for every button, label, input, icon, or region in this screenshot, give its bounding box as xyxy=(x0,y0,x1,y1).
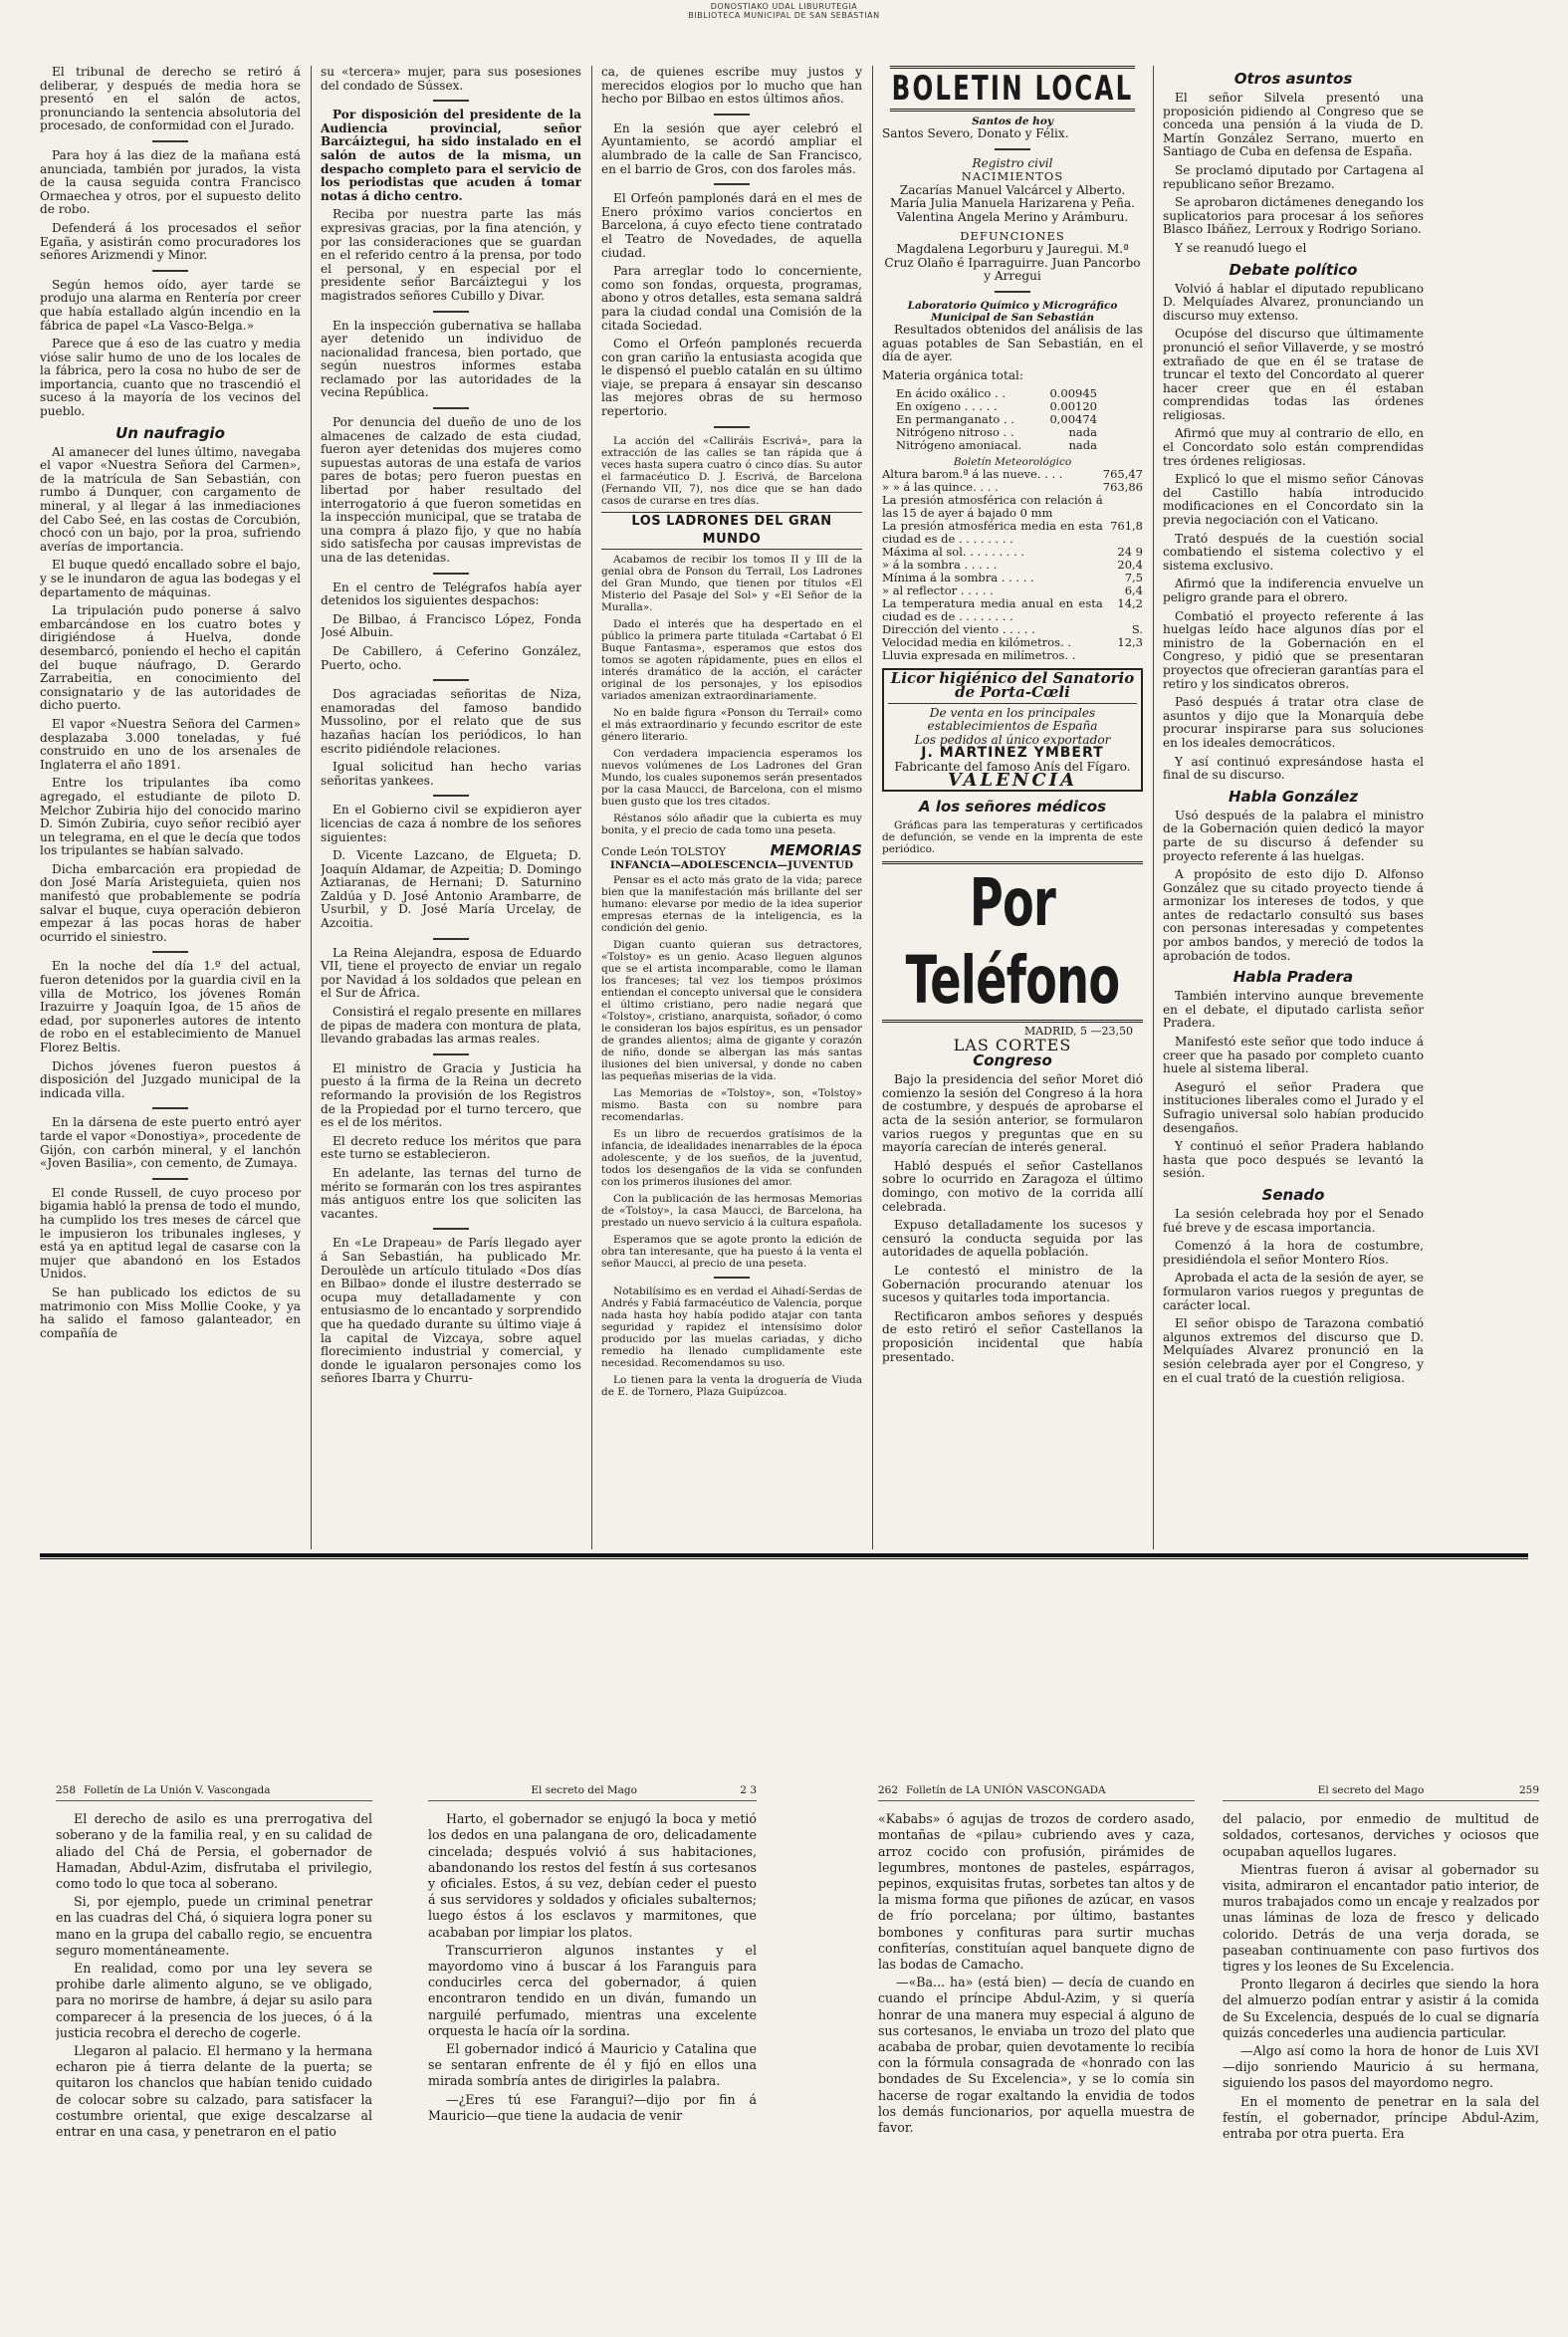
paragraph: La sesión celebrada hoy por el Senado fué breve y de escasa importancia. xyxy=(1163,1206,1424,1235)
paragraph: Dichos jóvenes fueron puestos á disposición del Juzgado municipal de la indicada villa. xyxy=(40,1058,301,1100)
paragraph: Explicó lo que el mismo señor Cánovas del Castillo había introducido modificaciones en el Concordato sin la previa negociación con el Vaticano. xyxy=(1163,472,1424,528)
separator xyxy=(714,114,750,116)
paragraph: La acción del «Calliráis Escrivá», para la extracción de las calles se tan rápida que á veces hasta supera cuatro ó cinco días. Su autor el farmacéutico D. J. Escrivá, de Barcelona (Fernando VII, 7), nos dice que se han dado casos de curarse en tres días. xyxy=(601,434,862,507)
paragraph: Se aprobaron dictámenes denegando los suplicatorios para procesar á los señores Blasco Ibáñez, Lerroux y Rodrigo Soriano. xyxy=(1163,195,1424,237)
headline-memorias: MEMORIAS xyxy=(770,840,862,859)
headline-otros: Otros asuntos xyxy=(1233,70,1353,88)
memorias-subtitle: INFANCIA—ADOLESCENCIA—JUVENTUD xyxy=(609,858,854,871)
paragraph: Dado el interés que ha despertado en el público la primera parte titulada «Cartabat ó El Buque Fantasma», esperamos que estos dos tomos se agoten rápidamente, pues en ellos el interés dramático de la acción, el carácter original de los personajes, y los episodios variados amenizan extraordinariamente. xyxy=(601,617,862,702)
page-divider-rule xyxy=(40,1553,1528,1559)
paragraph: Y se reanudó luego el xyxy=(1175,240,1307,255)
paragraph: No en balde figura «Ponson du Terrail» como el más extraordinario y fecundo escritor de este género literario. xyxy=(601,706,862,743)
paragraph: Se proclamó diputado por Cartagena al republicano señor Brezamo. xyxy=(1163,162,1424,191)
separator xyxy=(433,1228,469,1230)
weather-value: S. xyxy=(1131,622,1143,637)
separator xyxy=(433,407,469,409)
paragraph: Como el Orfeón pamplonés recuerda con gran cariño la entusiasta acogida que le dispensó el pueblo catalán en su último viaje, se prepara á ensayar sin descanso las mejores obras de su hermoso repertorio. xyxy=(601,337,862,419)
ad-title: Licor higiénico del Sanatorio de Porta-Cœli xyxy=(888,672,1137,703)
analysis-value: 0.00945 xyxy=(1049,386,1097,401)
analysis-value: nada xyxy=(1068,425,1097,440)
paragraph: Le contestó el ministro de la Gobernación procurando atenuar los sucesos y quitarles toda importancia. xyxy=(882,1263,1143,1305)
paragraph: El gobernador indicó á Mauricio y Catalina que se sentaran enfrente de él y fijó en ellos una mirada sombría antes de dirigirles la palabra. xyxy=(428,2041,757,2089)
paragraph: Rectificaron ambos señores y después de esto retiró el señor Castellanos la proposición incidental que había presentado. xyxy=(882,1308,1143,1364)
santos-heading: Santos de hoy xyxy=(972,116,1053,127)
paragraph: Aprobada el acta de la sesión de ayer, se formularon varios ruegos y preguntas de carácter local. xyxy=(1163,1271,1424,1312)
running-title: El secreto del Mago xyxy=(1317,1784,1425,1796)
column-4 xyxy=(882,66,1143,1549)
weather-table xyxy=(882,468,1143,662)
nacimientos-list: Zacarías Manuel Valcárcel y Alberto. María Julia Manuela Harizarena y Peña. Valentina Angela Merino y Arámburu. xyxy=(889,182,1135,224)
headline-senado: Senado xyxy=(1261,1185,1325,1204)
separator xyxy=(152,951,188,953)
paragraph: El buque quedó encallado sobre el bajo, y se le inundaron de agua las bodegas y el departamento de máquinas. xyxy=(40,558,301,599)
analysis-label: Nitrógeno nitroso . . xyxy=(896,425,1014,440)
column-5 xyxy=(1163,66,1531,1549)
running-title: Folletín de LA UNIÓN VASCONGADA xyxy=(906,1784,1106,1796)
paragraph: La Reina Alejandra, esposa de Eduardo VII, tiene el proyecto de enviar un regalo por Navidad á los soldados que pelean en el Sur de África. xyxy=(321,945,581,1001)
running-header xyxy=(878,1782,1195,1801)
paragraph: Es un libro de recuerdos gratísimos de la infancia, de idealidades inenarrables de la época adolescente, y de los sueños, de la juventud, todos los desengaños de la vida se confunden con los primeros ilusiones del amor. xyxy=(601,1127,862,1188)
paragraph: Volvió á hablar el diputado republicano D. Melquíades Alvarez, pronunciando un discurso muy extenso. xyxy=(1163,281,1424,323)
library-stamp xyxy=(0,2,1568,20)
paragraph: Igual solicitud han hecho varias señoritas yankees. xyxy=(321,760,581,788)
separator xyxy=(714,183,750,185)
weather-label: Velocidad media en kilómetros. . xyxy=(882,635,1072,650)
table-row xyxy=(882,520,1143,546)
weather-value xyxy=(1103,649,1143,662)
paragraph: Con la publicación de las hermosas Memorias de «Tolstoy», la casa Maucci, de Barcelona, ha prestado un nuevo servicio á la cultura española. xyxy=(601,1192,862,1229)
paragraph: La tripulación pudo ponerse á salvo embarcándose en los cuatro botes y dirigiéndose á Huelva, donde desembarcó, poniendo el hecho el capitán del buque náufrago, D. Gerardo Zarrabeitia, en conocimiento del consignatario y de las autoridades de dicho puerto. xyxy=(40,603,301,713)
weather-label: Altura barom.ª á las nueve. . . . xyxy=(882,467,1063,482)
paragraph: Harto, el gobernador se enjugó la boca y metió los dedos en una palangana de oro, delicadamente cincelada; después volvió á sus habitaciones, abandonando los restos del festín á sus cortesanos y oficiales. Estos, á su vez, debían ceder el puesto á sus servidores y soldados y oficiales subalternos; luego éstos á los esclavos y marmitones, que acababan por limpiar los platos. xyxy=(428,1811,757,1940)
folio-number: 2 3 xyxy=(740,1784,757,1796)
weather-label: » » á las quince. . . . xyxy=(882,480,999,495)
paragraph: En realidad, como por una ley severa se prohibe darle alimento alguno, se ve obligado, para no morirse de hambre, á dejar su asilo para comparecer á la presencia de los jueces, ó á la justicia recobra el derecho de cogerle. xyxy=(56,1961,372,2040)
paragraph: Mientras fueron á avisar al gobernador su visita, admiraron el encantador patio interior, de muros trabajados como un encaje y realzados por unas láminas de loza de fresco y delicado colorido. Detrás de una verja dorada, se paseaban continuamente con paso furtivos dos tigres y los leones de Su Excelencia. xyxy=(1223,1861,1539,1975)
paragraph: El derecho de asilo es una prerrogativa del soberano y de la familia real, y en su calidad de aliado del Chá de Persia, el gobernador de Hamadan, Abdul-Azim, disfrutaba el privilegio, como todo lo que toca al soberano. xyxy=(56,1811,372,1892)
paragraph: El vapor «Nuestra Señora del Carmen» desplazaba 3.000 toneladas, y fué construido en uno de los arsenales de Inglaterra el año 1891. xyxy=(40,716,301,772)
running-title: Folletín de La Unión V. Vascongada xyxy=(84,1784,271,1796)
folletin-page-259 xyxy=(1223,1782,1539,2337)
cortes-heading: LAS CORTES xyxy=(953,1035,1072,1054)
table-row xyxy=(882,649,1143,662)
weather-value: 20,4 xyxy=(1117,558,1143,573)
paragraph: Dicha embarcación era propiedad de don José María Aristeguieta, quien nos manifestó que probablemente se podría salvar el buque, cuya operación debieron empezar á las pocas horas de haber ocurrido el siniestro. xyxy=(40,861,301,944)
weather-label: La temperatura media anual en esta ciudad es de . . . . . . . . xyxy=(882,596,1103,624)
separator xyxy=(433,311,469,313)
analysis-label: En ácido oxálico . . xyxy=(896,386,1006,401)
paragraph: su «tercera» mujer, para sus posesiones del condado de Sússex. xyxy=(321,66,581,93)
folio-number: 259 xyxy=(1518,1784,1539,1796)
ad-line: Fabricante del famoso Anís del Fígaro. xyxy=(894,759,1131,774)
folletin-strip xyxy=(0,1782,1568,2337)
separator xyxy=(152,270,188,272)
paragraph: Dos agraciadas señoritas de Niza, enamoradas del famoso bandido Mussolino, por el relato que de sus hazañas hacían los periódicos, lo han escrito pidiéndole relaciones. xyxy=(321,687,581,756)
newspaper-page xyxy=(40,66,1543,1549)
separator xyxy=(433,795,469,797)
paragraph: Afirmó que muy al contrario de ello, en el Concordato solo están comprendidas tres órdenes religiosas. xyxy=(1163,426,1424,468)
table-row xyxy=(882,494,1143,520)
folletin-page-262 xyxy=(878,1782,1195,2337)
paragraph: —«Ba... ha» (está bien) — decía de cuando en cuando el príncipe Abdul-Azim, y si quería honrar de una manera muy especial á alguno de sus cortesanos, le enviaba un trozo del plato que acababa de probar, quien devotamente lo recibía con la fórmula consagrada de «honrado con las bondades de Su Excelencia», y se lo comía sin hacerse de rogar exaltando la envidia de todos los demás funcionarios, por aquella muestra de favor. xyxy=(878,1975,1195,2136)
separator xyxy=(995,148,1030,150)
paragraph: En la noche del día 1.º del actual, fueron detenidos por la guardia civil en la villa de Motrico, los jóvenes Román Irazuirre y Joaquín Igoa, de 15 años de edad, por suponerles autores de intento de robo en el establecimiento de Manuel Florez Beltis. xyxy=(40,959,301,1054)
santos-text: Santos Severo, Donato y Félix. xyxy=(882,126,1069,140)
paragraph: Por denuncia del dueño de uno de los almacenes de calzado de esta ciudad, fueron ayer detenidas dos mujeres como supuestas autoras de una estafa de varios pares de botas; pero fueron puestas en libertad por haber resultado del interrogatorio á que fueron sometidas en la inspección municipal, que se trataba de una compra á plazo fijo, y que no había sido satisfecha por causas imprevistas de una de las detenidas. xyxy=(321,415,581,565)
analysis-label: En oxígeno . . . . . xyxy=(896,399,998,414)
paragraph: Pasó después á tratar otra clase de asuntos y dijo que la Monarquía debe procurar inspirarse para sus soluciones en los ideales democráticos. xyxy=(1163,695,1424,750)
paragraph: Y continuó el señor Pradera hablando hasta que poco después se levantó la sesión. xyxy=(1163,1139,1424,1181)
paragraph: El señor obispo de Tarazona combatió algunos extremos del discurso que D. Melquíades Alvarez pronunció en la sesión celebrada ayer por el Congreso, y en el cual trató de la cuestión religiosa. xyxy=(1163,1316,1424,1385)
running-header xyxy=(56,1782,372,1801)
paragraph: Y así continuó expresándose hasta el final de su discurso. xyxy=(1163,754,1424,783)
separator xyxy=(152,140,188,142)
headline-naufragio: Un naufragio xyxy=(115,423,225,442)
boletin-local-title: BOLETIN LOCAL xyxy=(890,66,1135,112)
weather-label: Mínima á la sombra . . . . . xyxy=(882,571,1034,585)
memorias-header xyxy=(601,841,862,859)
paragraph: Manifestó este señor que todo induce á creer que ha pasado por completo cuanto huele al sistema liberal. xyxy=(1163,1035,1424,1076)
column-rule xyxy=(591,66,592,1549)
paragraph: «Kababs» ó agujas de trozos de cordero asado, montañas de «pilau» cubriendo aves y caza, arroz cocido con profusión, pirámides de legumbres, montones de pasteles, espárragos, pepinos, exquisitas frutas, sorbetes tan altos y de la misma forma que piñones de azúcar, en vasos de frío porcelana; por último, bastantes bombones y confituras para surtir muchas confiterías, constituían aquel banquete digno de las bodas de Camacho. xyxy=(878,1811,1195,1973)
weather-value: 6,4 xyxy=(1124,584,1143,598)
weather-label: Dirección del viento . . . . . xyxy=(882,622,1035,637)
paragraph: En «Le Drapeau» de París llegado ayer á San Sebastián, ha publicado Mr. Deroulède un artículo titulado «Dos días en Bilbao» donde el ilustre desterrado se ocupa muy detalladamente y con entusiasmo de lo encantado y sorprendido que ha quedado durante su último viaje á la capital de Vizcaya, sobre aquel florecimiento industrial y comercial, y donde le igualaron personajes como los señores Ibarra y Churru- xyxy=(321,1236,581,1386)
paragraph: Por disposición del presidente de la Audiencia provincial, señor Barcáiztegui, ha sido instalado en el salón de autos de la misma, un despacho completo para el servicio de los periodistas que acuden á tomar notas á dicho centro. xyxy=(321,108,581,203)
author-name: Conde León TOLSTOY xyxy=(601,844,727,858)
analysis-table xyxy=(896,387,1097,452)
paragraph: En el Gobierno civil se expidieron ayer licencias de caza á nombre de los señores siguientes: xyxy=(321,803,581,844)
paragraph: Según hemos oído, ayer tarde se produjo una alarma en Rentería por creer que había estallado algún incendio en la fábrica de papel «La Vasco-Belga.» xyxy=(40,277,301,333)
paragraph: El ministro de Gracia y Justicia ha puesto á la firma de la Reina un decreto reformando la provisión de los Registros de la Propiedad por el turno tercero, que es el de los méritos. xyxy=(321,1060,581,1130)
lab-heading-1: Laboratorio Químico y Micrográfico xyxy=(907,299,1118,312)
ad-name: J. MARTINEZ YMBERT xyxy=(921,745,1104,762)
paragraph: En el momento de penetrar en la sala del festín, el gobernador, príncipe Abdul-Azim, entraba por otra puerta. Era xyxy=(1223,2093,1539,2142)
paragraph: El señor Silvela presentó una proposición pidiendo al Congreso que se conceda una pensión á la viuda de D. Martín González Serrano, muerto en Santiago de Cuba en defensa de España. xyxy=(1163,91,1424,159)
separator xyxy=(433,938,469,940)
weather-label: Máxima al sol. . . . . . . . . xyxy=(882,545,1025,560)
paragraph: Consistirá el regalo presente en millares de pipas de madera con montura de plata, llevando grabadas las armas reales. xyxy=(321,1005,581,1047)
paragraph: Digan cuanto quieran sus detractores, «Tolstoy» es un genio. Acaso lleguen algunos que se el artista incomparable, como le llaman los franceses; tal vez los tiempos próximos entiendan el concepto universal que le considera el último cristiano, pero nadie negará que «Tolstoy», cristiano, anarquista, soñador, ó como le consideran los bajos espíritus, es un pensador de grandes alientos; alma de gigante y corazón de niño, donde se albergan las más santas ilusiones del bien universal, y donde no caben las pequeñas miserias de la vida. xyxy=(601,938,862,1082)
por-telefono-title: Por Teléfono xyxy=(905,864,1120,1020)
weather-value xyxy=(1103,494,1143,520)
paragraph: También intervino aunque brevemente en el debate, el diputado carlista señor Pradera. xyxy=(1163,989,1424,1031)
table-row xyxy=(882,597,1143,623)
paragraph: Combatió el proyecto referente á las huelgas leído hace algunos días por el ministro de la Gobernación en el Congreso, y pidió que se presentaran proyectos que ofrecieran garantías para el retiro y los sindicatos obreros. xyxy=(1163,608,1424,691)
headline-pradera: Habla Pradera xyxy=(1232,968,1354,987)
weather-label: » á la sombra . . . . . xyxy=(882,558,998,573)
paragraph: Aseguró el señor Pradera que instituciones liberales como el Jurado y el Sufragio universal solo habían producido desengaños. xyxy=(1163,1079,1424,1135)
lab-intro: Resultados obtenidos del análisis de las aguas potables de San Sebastián, en el día de ayer. xyxy=(882,322,1143,364)
column-rule xyxy=(872,66,873,1549)
weather-label: » al reflector . . . . . xyxy=(882,584,994,598)
paragraph: D. Vicente Lazcano, de Elgueta; D. Joaquín Aldamar, de Azpeitia; D. Domingo Aztiaranas, de Hernani; D. Saturnino Zaldúa y D. José Antonio Arambarre, de Usurbil, y D. José María Urcelay, de Azcoitia. xyxy=(321,848,581,931)
paragraph: —¿Eres tú ese Farangui?—dijo por fin á Mauricio—que tiene la audacia de venir xyxy=(428,2091,757,2123)
paragraph: Pronto llegaron á decirles que siendo la hora del almuerzo podían entrar y asistir á la comida de Su Excelencia, después de lo cual se dignaría quizás concederles una audiencia particular. xyxy=(1223,1977,1539,2040)
separator xyxy=(714,426,750,428)
lab-heading-2: Municipal de San Sebastián xyxy=(930,311,1094,324)
analysis-value: nada xyxy=(1068,438,1097,453)
paragraph: Al amanecer del lunes último, navegaba el vapor «Nuestra Señora del Carmen», de la matrícula de San Sebastián, con rumbo á Dunquer, con cargamento de mineral, y al llegar á las inmediaciones del Cabo Seé, en las costas de Corcubión, chocó con un bajo, por la proa, sufriendo averías de importancia. xyxy=(40,444,301,554)
paragraph: Réstanos sólo añadir que la cubierta es muy bonita, y el precio de cada tomo una peseta. xyxy=(601,812,862,836)
separator xyxy=(433,679,469,681)
paragraph: Esperamos que se agote pronto la edición de obra tan interesante, que ha puesto á la venta el señor Maucci, al precio de una peseta. xyxy=(601,1233,862,1270)
paragraph: Llegaron al palacio. El hermano y la hermana echaron pie á tierra delante de la puerta; se quitaron los chanclos que habían tenido cuidado de colocar sobre su calzado, para satisfacer la costumbre oriental, que exige descalzarse al entrar en una casa, y penetraron en el patio xyxy=(56,2043,372,2140)
paragraph: En el centro de Telégrafos había ayer detenidos los siguientes despachos: xyxy=(321,580,581,608)
weather-label: Lluvia expresada en milímetros. . xyxy=(882,648,1076,663)
weather-value: 763,86 xyxy=(1102,480,1143,495)
paragraph: Entre los tripulantes iba como agregado, el estudiante de piloto D. Melchor Zubiria hijo del conocido marino D. Simón Zubiria, cuyo señor recibió ayer un telegrama, en el que le decía que todos los tripulantes se habían salvado. xyxy=(40,776,301,858)
defunciones-list: Magdalena Legorburu y Jauregui. M.ª Cruz Olaño é Iparraguirre. Juan Pancorbo y Arregui xyxy=(884,242,1141,284)
paragraph: Notabilísimo es en verdad el Aihadí-Serdas de Andrés y Fabiá farmacéutico de Valencia, porque nada hasta hoy había podido atajar con tanta seguridad y rapidez el intensísimo dolor producido por las muelas cariadas, y dicho remedio ha llenado cumplidamente este necesidad. Recomendamos su uso. xyxy=(601,1285,862,1369)
paragraph: Acabamos de recibir los tomos II y III de la genial obra de Ponson du Terrail, Los Ladrones del Gran Mundo, que tienen por títulos «El Misterio del Pasaje del Sol» y «El Señor de la Muralla». xyxy=(601,553,862,613)
analysis-label: En permanganato . . xyxy=(896,412,1014,427)
paragraph: En la sesión que ayer celebró el Ayuntamiento, se acordó ampliar el alumbrado de la calle de San Francisco, en el barrio de Gros, con dos faroles más. xyxy=(601,120,862,176)
paragraph: Transcurrieron algunos instantes y el mayordomo vino á buscar á los Faranguis para conducirles cerca del gobernador, á quien encontraron tendido en un diván, fumando un narguilé perfumado, mientras una excelente orquesta le hacía oír la sordina. xyxy=(428,1942,757,2038)
paragraph: del palacio, por enmedio de multitud de soldados, cortesanos, derviches y ociosos que ocupaban aquellos lugares. xyxy=(1223,1811,1539,1859)
paragraph: Lo tienen para la venta la droguería de Viuda de E. de Tornero, Plaza Guipúzcoa. xyxy=(601,1373,862,1398)
weather-value: 761,8 xyxy=(1110,519,1143,534)
separator xyxy=(152,1107,188,1109)
congreso-heading: Congreso xyxy=(973,1052,1052,1070)
weather-value: 14,2 xyxy=(1117,596,1143,611)
paragraph: Pensar es el acto más grato de la vida; parece bien que la manifestación más brillante del ser humano: elevarse por medio de la idea superior empresas eternas de la inteligencia, es la condición del genio. xyxy=(601,873,862,934)
ad-line: De venta en los principales xyxy=(929,705,1096,720)
folletin-page-258 xyxy=(56,1782,372,2337)
paragraph: Defenderá á los procesados el señor Egaña, y asistirán como procuradores los señores Arizmendi y Minor. xyxy=(40,220,301,263)
analysis-label: Nitrógeno amoniacal. xyxy=(896,438,1022,453)
paragraph: Para arreglar todo lo concerniente, como son fondas, orquesta, programas, abono y otros detalles, esta semana saldrá para la ciudad condal una Comisión de la citada Sociedad. xyxy=(601,264,862,333)
paragraph: ca, de quienes escribe muy justos y merecidos elogios por lo mucho que han hecho por Bilbao en estos últimos años. xyxy=(601,66,862,107)
paragraph: Expuso detalladamente los sucesos y censuró la conducta seguida por las autoridades de aquella población. xyxy=(882,1218,1143,1260)
paragraph: En la inspección gubernativa se hallaba ayer detenido un individuo de nacionalidad francesa, bien portado, que según nuestros informes estaba reclamado por las autoridades de la vecina República. xyxy=(321,318,581,400)
paragraph: En adelante, las ternas del turno de mérito se formarán con los tres aspirantes más antiguos entre los que soliciten las vacantes. xyxy=(321,1165,581,1221)
separator xyxy=(433,573,469,575)
paragraph: Bajo la presidencia del señor Moret dió comienzo la sesión del Congreso á la hora de costumbre, y después de aprobarse el acta de la sesión anterior, se formularon varios ruegos y preguntas que en su mayoría carecían de interés general. xyxy=(882,1072,1143,1155)
column-1 xyxy=(40,66,301,1549)
ad-city: VALENCIA xyxy=(947,770,1078,792)
nacimientos-heading: NACIMIENTOS xyxy=(961,169,1064,184)
paragraph: Afirmó que la indiferencia envuelve un peligro grande para el obrero. xyxy=(1163,577,1424,604)
folio-number: 262 xyxy=(878,1784,899,1796)
paragraph: Si, por ejemplo, puede un criminal penetrar en las cuadras del Chá, ó siquiera logra poner su mano en la grupa del caballo regio, se encuentra seguro momentáneamente. xyxy=(56,1894,372,1958)
separator xyxy=(152,1178,188,1180)
ad-medicos-text: Gráficas para las temperaturas y certificados de defunción, se vende en la imprenta de este periódico. xyxy=(882,819,1143,856)
paragraph: El Orfeón pamplonés dará en el mes de Enero próximo varios conciertos en Barcelona, á cuyo efecto tiene contratado el Teatro de Novedades, de aquella ciudad. xyxy=(601,191,862,260)
materia-label: Materia orgánica total: xyxy=(882,367,1023,382)
ad-line: Los pedidos al único exportador xyxy=(914,732,1111,747)
paragraph: Comenzó á la hora de costumbre, presidiéndola el señor Montero Ríos. xyxy=(1163,1239,1424,1267)
weather-value: 765,47 xyxy=(1102,467,1143,482)
registro-heading: Registro civil xyxy=(972,155,1053,170)
running-header xyxy=(1223,1782,1539,1801)
separator xyxy=(433,1053,469,1055)
paragraph: Ocupóse del discurso que últimamente pronunció el señor Villaverde, y se mostró extrañado de que en él se tratase de truncar el texto del Concordato al querer hacer creer que en él estaban comprendidas todas las órdenes religiosas. xyxy=(1163,327,1424,422)
headline-debate: Debate político xyxy=(1229,260,1358,279)
weather-value: 24 9 xyxy=(1117,545,1143,560)
folletin-page-263 xyxy=(428,1782,757,2337)
column-2 xyxy=(321,66,581,1549)
paragraph: En la dársena de este puerto entró ayer tarde el vapor «Donostiya», procedente de Gijón, con carbón mineral, y el lanchón «Joven Basilia», con cemento, de Zumaya. xyxy=(40,1115,301,1171)
defunciones-heading: DEFUNCIONES xyxy=(960,228,1065,243)
headline-gonzalez: Habla González xyxy=(1228,787,1359,806)
telefono-banner xyxy=(882,861,1143,1023)
paragraph: El conde Russell, de cuyo proceso por bigamia habló la prensa de todo el mundo, ha cumplido los tres meses de cárcel que le impusieron los tribunales ingleses, y está ya en aptitud legal de casarse con la mujer que abandonó en los Estados Unidos. xyxy=(40,1185,301,1282)
paragraph: Se han publicado los edictos de su matrimonio con Miss Mollie Cooke, y ya ha salido el famoso galanteador, en compañía de xyxy=(40,1285,301,1340)
paragraph: Usó después de la palabra el ministro de la Gobernación quien dedicó la mayor parte de su discurso á defender su proyecto referente á las huelgas. xyxy=(1163,808,1424,863)
folio-number: 258 xyxy=(56,1784,77,1796)
weather-label: La presión atmosférica media en esta ciudad es de . . . . . . . . xyxy=(882,519,1103,547)
column-3 xyxy=(601,66,862,1549)
paragraph: De Cabillero, á Ceferino González, Puerto, ocho. xyxy=(321,643,581,672)
analysis-value: 0,00474 xyxy=(1049,412,1097,427)
paragraph: Parece que á eso de las cuatro y media vióse salir humo de uno de los locales de la fábrica, pero la cosa no hubo de ser de importancia, cuanto que no trascendió el suceso á la mayoría de los vecinos del pueblo. xyxy=(40,337,301,419)
paragraph: Con verdadera impaciencia esperamos los nuevos volúmenes de Los Ladrones del Gran Mundo, los cuales suponemos serán presentados por la casa Maucci, de Barcelona, con el mismo buen gusto que los tres citados. xyxy=(601,747,862,808)
table-row xyxy=(896,439,1097,452)
advert-porta-coeli xyxy=(882,668,1143,792)
paragraph: El decreto reduce los méritos que para este turno se establecieron. xyxy=(321,1133,581,1162)
paragraph: Trató después de la cuestión social combatiendo el sistema colectivo y el sistema exclusivo. xyxy=(1163,531,1424,573)
paragraph: Las Memorias de «Tolstoy», son, «Tolstoy» mismo. Basta con su nombre para recomendarlas. xyxy=(601,1086,862,1123)
paragraph: Reciba por nuestra parte las más expresivas gracias, por la fina atención, y por las consideraciones que se guardan en el referido centro á la prensa, por todo el personal, y en especial por el presidente señor Barcáiztegui y los magistrados señores Cubillo y Divar. xyxy=(321,207,581,303)
analysis-value: 0.00120 xyxy=(1049,399,1097,414)
separator xyxy=(995,291,1030,293)
meteo-heading: Boletín Meteorológico xyxy=(953,456,1072,469)
separator xyxy=(433,100,469,102)
headline-medicos: A los señores médicos xyxy=(918,798,1107,817)
library-stamp-line: BIBLIOTECA MUNICIPAL DE SAN SEBASTIAN xyxy=(688,11,880,20)
column-rule xyxy=(311,66,312,1549)
weather-value: 12,3 xyxy=(1117,635,1143,650)
weather-label: La presión atmosférica con relación á las 15 de ayer á bajado 0 mm xyxy=(882,493,1103,521)
paragraph: A propósito de esto dijo D. Alfonso González que su citado proyecto tiende á armonizar los intereses de todos, y que antes de redactarlo consultó sus bases con personas interesadas y competentes por ambos bandos, y mereció de todos la aprobación de todos. xyxy=(1163,867,1424,963)
ad-line: establecimientos de España xyxy=(927,719,1098,734)
running-title: El secreto del Mago xyxy=(531,1784,637,1796)
paragraph: Para hoy á las diez de la mañana está anunciada, también por jurados, la vista de la causa seguida contra Francisco Ormaechea y otros, por el supuesto delito de robo. xyxy=(40,147,301,217)
running-header xyxy=(428,1782,757,1801)
column-rule xyxy=(1153,66,1154,1549)
paragraph: —Algo así como la hora de honor de Luis XVI—dijo sonriendo Mauricio á su hermana, siguiendo los pasos del mayordomo negro. xyxy=(1223,2043,1539,2091)
paragraph: De Bilbao, á Francisco López, Fonda José Albuin. xyxy=(321,611,581,640)
paragraph: El tribunal de derecho se retiró á deliberar, y después de media hora se presentó en el salón de actos, pronunciando la sentencia absolutoria del procesado, de conformidad con el Jurado. xyxy=(40,66,301,133)
headline-ladrones: LOS LADRONES DEL GRAN MUNDO xyxy=(601,512,862,550)
library-stamp-line: DONOSTIAKO UDAL LIBURUTEGIA xyxy=(710,2,858,11)
separator xyxy=(714,1277,750,1279)
paragraph: Habló después el señor Castellanos sobre lo ocurrido en Zaragoza el último domingo, con motivo de la corrida allí celebrada. xyxy=(882,1158,1143,1214)
dateline: MADRID, 5 —23,50 xyxy=(1023,1025,1133,1039)
weather-value: 7,5 xyxy=(1124,571,1143,585)
